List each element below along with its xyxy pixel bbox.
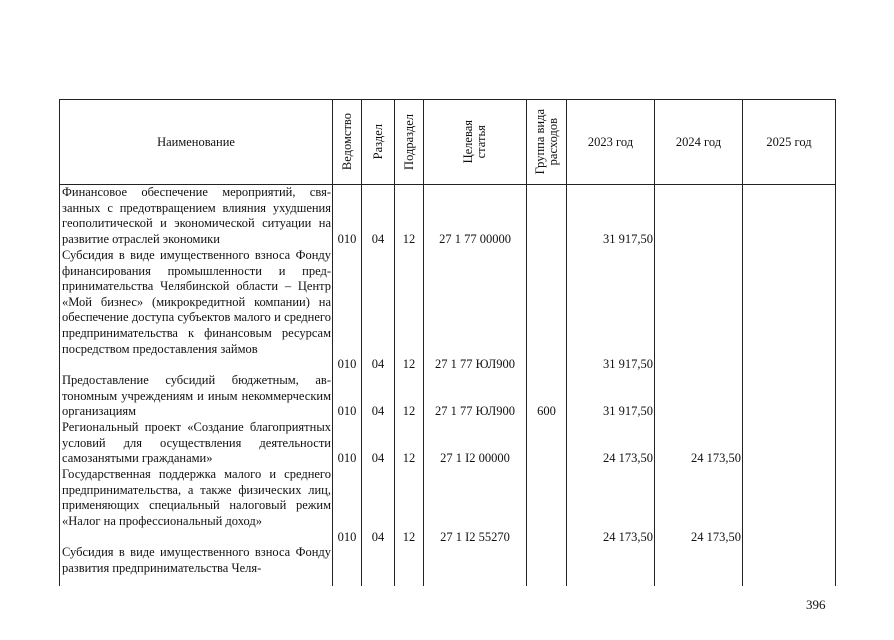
header-2024-label: 2024 год [675, 134, 722, 149]
row-podrazdel: 12 [402, 232, 416, 246]
header-2025 [743, 100, 835, 184]
header-celevaya [424, 100, 526, 184]
row-razdel: 04 [371, 232, 385, 246]
row-name: Субсидия в виде имущественного взноса Фонду развития предпринимательства Челя- [62, 545, 331, 575]
row-vedomstvo: 010 [337, 451, 357, 465]
row-2024: 24 173,50 [691, 530, 741, 544]
header-2023-label: 2023 год [587, 134, 634, 149]
row-celevaya: 27 1 77 ЮЛ900 [434, 357, 516, 371]
row-2023: 24 173,50 [603, 451, 653, 465]
page-number: 396 [806, 597, 826, 612]
budget-table [59, 99, 836, 586]
table-body [60, 185, 835, 586]
header-name-label: Наименование [157, 134, 235, 149]
header-2025-label: 2025 год [766, 134, 812, 149]
header-gruppa-label: Группа вида расходов [532, 109, 560, 175]
row-podrazdel: 12 [402, 404, 416, 418]
header-celevaya-label: Целевая статья [461, 120, 488, 164]
row-razdel: 04 [371, 357, 385, 371]
row-celevaya: 27 1 I2 55270 [440, 530, 510, 544]
row-celevaya: 27 1 77 ЮЛ900 [434, 404, 516, 418]
header-vedomstvo [333, 100, 361, 184]
header-podrazdel-label: Подраздел [401, 114, 416, 170]
row-podrazdel: 12 [402, 357, 416, 371]
header-podrazdel [395, 100, 423, 184]
row-razdel: 04 [371, 404, 385, 418]
row-name: Государственная поддержка малого и среднего предпринимательства, а также физических лиц, применяющих специальный налоговый режим «Налог на профессиональный доход» [62, 467, 331, 528]
row-name: Предоставление субсидий бюджетным, автономным учреждениям и иным некоммерческим организациям [62, 373, 331, 419]
row-vedomstvo: 010 [337, 232, 357, 246]
header-2024 [655, 100, 742, 184]
row-razdel: 04 [371, 451, 385, 465]
row-vedomstvo: 010 [337, 530, 357, 544]
row-gruppa: 600 [537, 404, 556, 418]
row-name: Финансовое обеспечение мероприятий, связанных с предотвращением влияния ухудшения геополитической и экономической ситуации на развитие отраслей экономики [62, 185, 331, 246]
table-header [60, 100, 835, 185]
row-vedomstvo: 010 [337, 357, 357, 371]
row-celevaya: 27 1 77 00000 [439, 232, 511, 246]
header-razdel-label: Раздел [370, 124, 385, 160]
row-podrazdel: 12 [402, 451, 416, 465]
row-podrazdel: 12 [402, 530, 416, 544]
row-celevaya: 27 1 I2 00000 [440, 451, 510, 465]
row-vedomstvo: 010 [337, 404, 357, 418]
row-2023: 24 173,50 [603, 530, 653, 544]
row-name: Субсидия в виде имущественного взноса Фонду финансирования промышленности и предпринимательства Челябинской области – Центр «Мой бизнес» (микрокредитной компании) на обеспечение доступа субъектов малого и среднего предпринимательства к финансовым ресурсам посредством предоставления займов [62, 248, 331, 356]
row-name: Региональный проект «Создание благоприятных условий для осуществления деятельности самозанятыми гражданами» [62, 420, 331, 466]
row-razdel: 04 [371, 530, 385, 544]
header-vedomstvo-label: Ведомство [339, 113, 354, 171]
row-2023: 31 917,50 [603, 404, 653, 418]
header-razdel [362, 100, 394, 184]
row-2023: 31 917,50 [603, 232, 653, 246]
header-2023 [567, 100, 654, 184]
row-2024: 24 173,50 [691, 451, 741, 465]
row-2023: 31 917,50 [603, 357, 653, 371]
header-gruppa [527, 100, 566, 184]
header-name [60, 100, 332, 184]
